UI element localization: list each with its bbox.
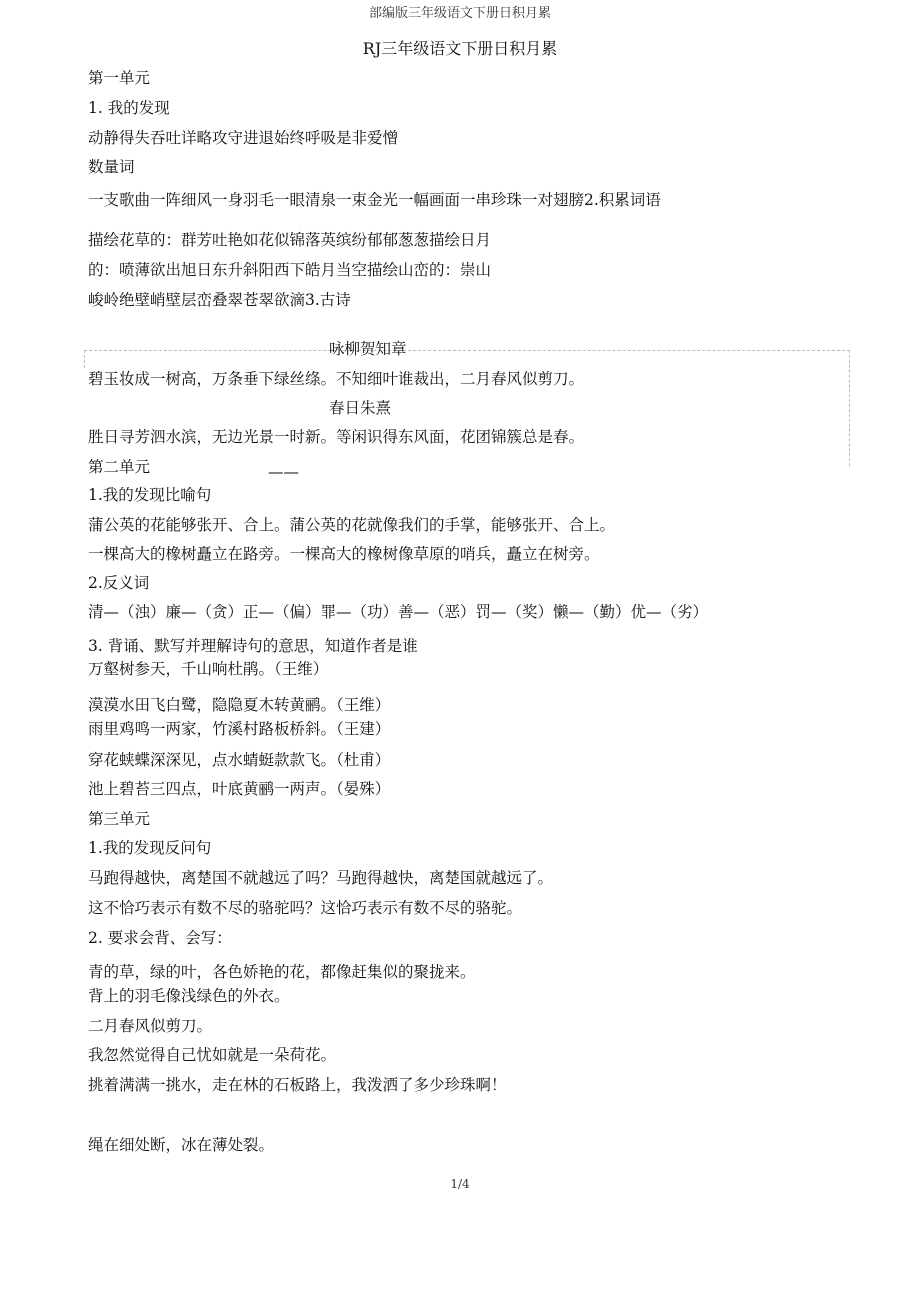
poem-box-right-border	[849, 350, 850, 466]
subheading: 数量词	[88, 158, 135, 176]
text-line: 清—（浊）廉—（贪）正—（偏）罪—（功）善—（恶）罚—（奖）懒—（勤）优—（劣）	[88, 603, 709, 621]
subheading: 3. 背诵、默写并理解诗句的意思，知道作者是谁	[88, 637, 418, 655]
poem-box-left-border	[84, 350, 85, 368]
text-line: 动静得失吞吐详略攻守进退始终呼吸是非爱憎	[88, 129, 399, 147]
subheading: 2. 要求会背、会写：	[88, 929, 232, 947]
text-line: 这不恰巧表示有数不尽的骆驼吗？这恰巧表示有数不尽的骆驼。	[88, 899, 523, 917]
running-header: 部编版三年级语文下册日积月累	[368, 6, 551, 21]
text-line: 二月春风似剪刀。	[88, 1017, 213, 1035]
section-heading-unit-1: 第一单元	[88, 69, 151, 87]
dash-mark: ——	[268, 463, 299, 481]
text-line: 挑着满满一挑水，走在林的石板路上，我泼洒了多少珍珠啊！	[88, 1076, 507, 1094]
text-line: 描绘花草的：群芳吐艳如花似锦落英缤纷郁郁葱葱描绘日月	[88, 231, 492, 249]
text-line: 蒲公英的花能够张开、合上。蒲公英的花就像我们的手掌，能够张开、合上。	[88, 516, 616, 534]
text-line: 池上碧苔三四点，叶底黄鹂一两声。（晏殊）	[88, 780, 391, 798]
text-line: 我忽然觉得自己忧如就是一朵荷花。	[88, 1046, 337, 1064]
text-line: 万壑树参天，千山响杜鹃。（王维）	[88, 660, 329, 678]
section-heading-unit-2: 第二单元	[88, 458, 151, 476]
text-line: 雨里鸡鸣一两家，竹溪村路板桥斜。（王建）	[88, 720, 391, 738]
poem-box-top-border	[84, 350, 850, 351]
subheading: 1. 我的发现	[88, 99, 170, 117]
text-line: 一支歌曲一阵细风一身羽毛一眼清泉一束金光一幅画面一串珍珠一对翅膀2.积累词语	[88, 191, 661, 209]
text-line: 的：喷薄欲出旭日东升斜阳西下皓月当空描绘山峦的：崇山	[88, 261, 492, 279]
text-line: 漠漠水田飞白鹭，隐隐夏木转黄鹂。（王维）	[88, 696, 391, 714]
text-line: 青的草，绿的叶，各色娇艳的花，都像赶集似的聚拢来。	[88, 963, 476, 981]
page-number: 1/4	[450, 1177, 470, 1191]
text-line: 背上的羽毛像浅绿色的外衣。	[88, 987, 290, 1005]
text-line: 绳在细处断，冰在薄处裂。	[88, 1136, 275, 1154]
subheading: 2.反义词	[88, 574, 150, 592]
subheading: 1.我的发现反问句	[88, 839, 212, 857]
poem-title: 咏柳贺知章	[329, 340, 407, 358]
section-heading-unit-3: 第三单元	[88, 810, 151, 828]
text-line: 峻岭绝壁峭壁层峦叠翠苍翠欲滴3.古诗	[88, 291, 351, 309]
subheading: 1.我的发现比喻句	[88, 486, 212, 504]
poem-text: 胜日寻芳泗水滨，无边光景一时新。等闲识得东风面，花团锦簇总是春。	[88, 428, 585, 446]
poem-title: 春日朱熹	[329, 399, 392, 417]
text-line: 穿花蛱蝶深深见，点水蜻蜓款款飞。（杜甫）	[88, 751, 391, 769]
page-title: RJ三年级语文下册日积月累	[362, 39, 558, 58]
poem-text: 碧玉妆成一树高，万条垂下绿丝绦。不知细叶谁裁出，二月春风似剪刀。	[88, 370, 585, 388]
text-line: 一棵高大的橡树矗立在路旁。一棵高大的橡树像草原的哨兵，矗立在树旁。	[88, 545, 600, 563]
text-line: 马跑得越快，离楚国不就越远了吗？马跑得越快，离楚国就越远了。	[88, 869, 554, 887]
